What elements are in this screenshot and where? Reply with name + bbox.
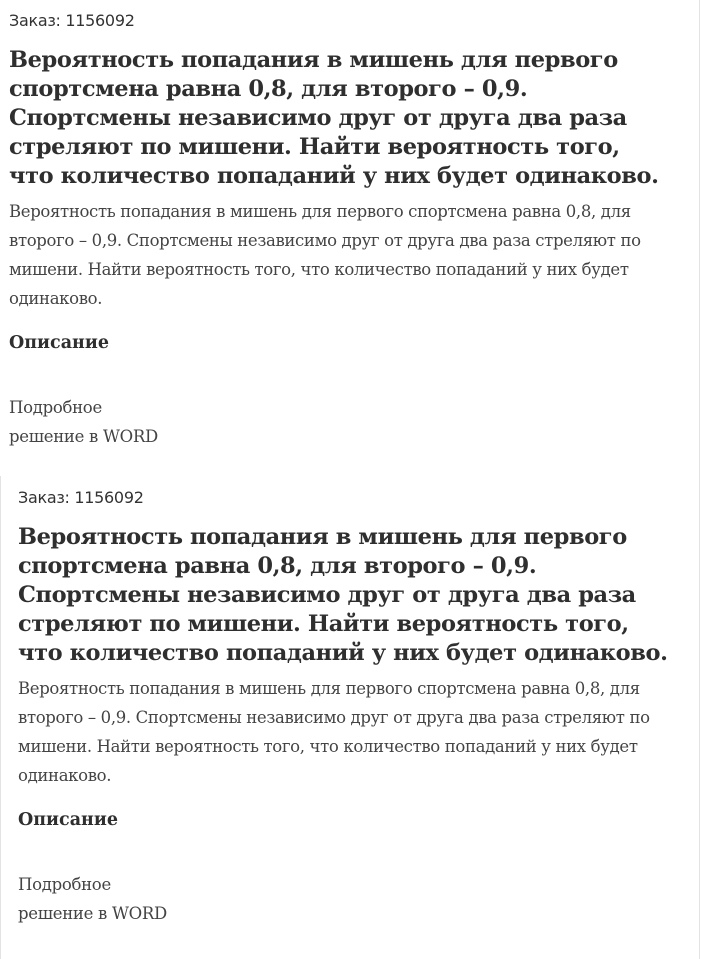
description-line-1: Подробное: [9, 398, 102, 417]
description-line-2: решение в WORD: [9, 427, 158, 446]
task-title: Вероятность попадания в мишень для первого спортсмена равна 0,8, для второго – 0,9. Спортсмены независимо друг от друга два раза стреляют по мишени. Найти вероятность того, что количество попаданий у них будет одинаково.: [9, 47, 659, 189]
description-heading: Описание: [9, 333, 109, 353]
task-text: Вероятность попадания в мишень для первого спортсмена равна 0,8, для второго – 0,9. Спортсмены независимо друг от друга два раза стреляют по мишени. Найти вероятность того, что количество попаданий у них будет одинаково.: [9, 202, 641, 308]
task-title: Вероятность попадания в мишень для первого спортсмена равна 0,8, для второго – 0,9. Спортсмены независимо друг от друга два раза стреляют по мишени. Найти вероятность того, что количество попаданий у них будет одинаково.: [18, 524, 668, 666]
task-card-1: [0, 0, 699, 451]
task-text: Вероятность попадания в мишень для первого спортсмена равна 0,8, для второго – 0,9. Спортсмены независимо друг от друга два раза стреляют по мишени. Найти вероятность того, что количество попаданий у них будет одинаково.: [18, 679, 650, 785]
description-heading: Описание: [18, 810, 118, 830]
page-right-border: [699, 0, 700, 959]
order-number: Заказ: 1156092: [18, 488, 144, 507]
description-line-2: решение в WORD: [18, 904, 167, 923]
order-number: Заказ: 1156092: [9, 11, 135, 30]
description-line-1: Подробное: [18, 875, 111, 894]
description-text: [18, 870, 218, 928]
description-text: [9, 393, 209, 451]
task-card-2: [0, 476, 699, 928]
